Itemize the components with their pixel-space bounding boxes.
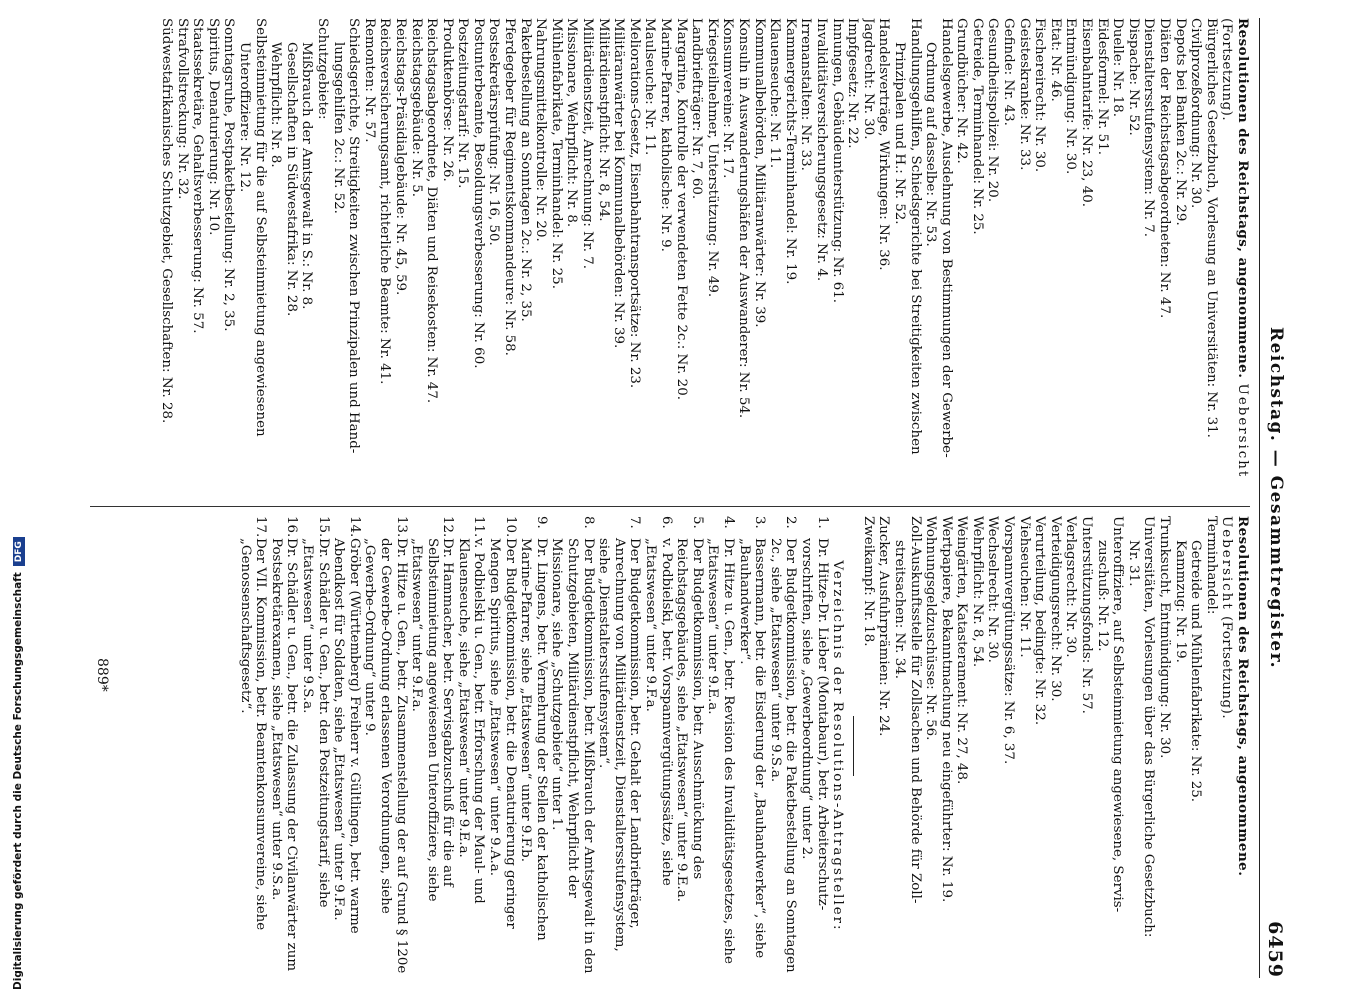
index-entry-2-line: Verlagsrecht: Nr. 30. xyxy=(1063,516,1079,658)
index-entry-2-line: Verteidigungsrecht: Nr. 30. xyxy=(1047,516,1063,702)
numbered-list-item xyxy=(596,516,643,976)
item-text: Der Budgetkommission, betr. die Denaturierung geringer Mengen Spiritus, siehe „Etatswesen“ unter 9.A.a. xyxy=(487,538,518,929)
section-heading-2 xyxy=(1219,516,1250,976)
index-entry-line: Gefinde: Nr. 43. xyxy=(1001,18,1017,126)
page-title: Reichstag. — Gesammtregister. xyxy=(1266,326,1286,670)
numbered-list-item xyxy=(767,516,798,976)
item-text: Der Budgetkommission, betr. Gehalt der Landbriefträger, Anrechnung von Militärdienstzeit, Dienstaltersstufensystem, siehe „Dienstaltersstufensystem“. xyxy=(596,538,643,952)
index-entry-2-line: streitsachen: Nr. 34. xyxy=(891,540,907,679)
index-entry-line: Depots bei Banken 2c.: Nr. 29. xyxy=(1172,18,1188,226)
item-text: Dr. Schädler u. Gen., betr. die Zulassung der Civilanwärter zum Postsekretärexamen, siehe „Etatswesen“ unter 9.S.a. xyxy=(268,538,300,972)
item-text: Dr. Hammacher, betr. Servisgabzuschuß für die auf Selbsteinmietung angewiesenen Unteroffiziere, siehe „Etatswesen“ unter 9.F.a. xyxy=(409,538,456,902)
item-number: 10. xyxy=(502,516,518,538)
digitization-caption-text: Digitalisierung gefördert durch die Deutsche Forschungsgemeinschaft xyxy=(12,572,24,990)
index-entry-line: Mißbrauch der Amtsgewalt in S.: Nr. 8. xyxy=(299,42,315,310)
index-entry-line: Reichstagsgebäude: Nr. 5. xyxy=(408,18,424,197)
index-entry-2-line: Wehrpflicht: Nr. 8, 54. xyxy=(969,516,985,668)
index-entry-line: Prinzipalen und H.: Nr. 52. xyxy=(891,42,907,225)
index-entry-line: Postzeitungstarif: Nr. 15. xyxy=(455,18,471,189)
index-entry-line: Reichstagsabgeordnete, Diäten und Reisekosten: Nr. 47. xyxy=(424,18,440,404)
index-entry-line: Klauenseuche: Nr. 11. xyxy=(767,18,783,169)
index-entry-line: Geisteskranke: Nr. 33. xyxy=(1016,18,1032,171)
numbered-list xyxy=(237,516,830,976)
numbered-list-item xyxy=(487,516,518,976)
index-entry-line: Invaliditätsversicherungsgesetz: Nr. 4. xyxy=(813,18,829,282)
index-entry-line: Konsuln in Auswanderungshäfen der Auswanderer: Nr. 54. xyxy=(736,18,751,419)
index-entry-2-line: Wechselrecht: Nr. 30. xyxy=(985,516,1001,663)
index-entry-line: Reichsversicherungsamt, richterliche Beamte: Nr. 41. xyxy=(377,18,393,385)
index-entry-2-line: Weingärten, Katasterament: Nr. 27, 48. xyxy=(954,516,970,785)
index-entry-line: Unteroffiziere: Nr. 12. xyxy=(237,42,252,193)
index-entry-line: Dispache: Nr. 52. xyxy=(1125,18,1141,136)
item-number: 15. xyxy=(315,516,331,538)
index-entry-line: Bürgerliches Gesetzbuch, Vorlesung an Universitäten: Nr. 31. xyxy=(1203,18,1219,438)
index-entry-line: Kommunalbehörden, Militäranwärter: Nr. 39. xyxy=(751,18,767,328)
index-entry-2-line: Verurteilung, bedingte: Nr. 32. xyxy=(1032,516,1048,726)
item-number: 6. xyxy=(658,516,674,529)
item-text: Dr. Hitze-Dr. Lieber (Montabaur), betr. Arbeiterschutz-vorschriften, siehe „Gewerbeordnung“ unter 2. xyxy=(798,538,830,911)
index-entry-line: Marine-Pfarrer, katholische: Nr. 9. xyxy=(658,18,674,252)
item-text: Dr. Schädler u. Gen., betr. den Postzeitungstarif, siehe „Etatswesen“ unter 9.S.a. xyxy=(299,538,331,908)
item-number: 5. xyxy=(689,516,705,529)
index-entry-2-line: Kammzug: Nr. 19. xyxy=(1172,540,1188,663)
item-number: 4. xyxy=(721,516,736,529)
index-entry-line: Entmündigung: Nr. 30. xyxy=(1063,18,1079,175)
item-number: 9. xyxy=(533,516,549,529)
index-entry-line: Handelsverträge, Wirkungen: Nr. 36. xyxy=(876,18,892,271)
index-entry-line: Spiritus, Denaturierung: Nr. 10. xyxy=(205,18,221,236)
index-entry-2-line: Terminhandel: xyxy=(1203,516,1219,615)
index-entry-line: Wehrpflicht: Nr. 8. xyxy=(268,42,284,168)
index-entry-2-line: Zucker, Ausfuhrprämien: Nr. 24. xyxy=(876,516,892,737)
index-entry-line: Schiedsgerichte, Streitigkeiten zwischen Prinzipalen und Hand- xyxy=(346,18,362,454)
numbered-list-item xyxy=(674,516,705,976)
numbered-list-item xyxy=(299,516,330,976)
index-entry-line: Eisenbahntarife: Nr. 23, 40. xyxy=(1079,18,1095,207)
item-number: 8. xyxy=(580,516,596,529)
index-entry-line: Jagdrecht: Nr. 30. xyxy=(860,18,876,140)
index-entry-line: Gesellschaften in Südwestafrika: Nr. 28. xyxy=(283,42,299,317)
page-footer-number: 889* xyxy=(94,658,110,692)
index-entry-line: Sonntagsruhe, Postpaketbestellung: Nr. 2, 35. xyxy=(221,18,237,332)
index-entry-line: Selbsteinmietung für die auf Selbsteinmietung angewiesenen xyxy=(252,18,268,437)
index-entry-line: Irrenanstalten: Nr. 33. xyxy=(798,18,814,171)
index-entry-line: Militäranwärter bei Kommunalbehörden: Nr. 39. xyxy=(611,18,627,349)
page-number-right: 6459 xyxy=(1264,921,1286,978)
item-text: v. Podbielski u. Gen., betr. Erforschung der Maul- und Klauenseuche, siehe „Etatswesen“ unter 9.E.a. xyxy=(455,538,487,904)
index-entry-line: Ordnung auf dasselbe: Nr. 53. xyxy=(923,42,939,247)
item-number: 7. xyxy=(627,516,643,529)
index-entry-line: Südwestafrikanisches Schutzgebiet, Gesellschaften: Nr. 28. xyxy=(159,18,175,424)
index-entry-line: Kammergerichts-Terminhandel: Nr. 19. xyxy=(782,18,798,285)
index-entry-line: Diäten der Reichstagsabgeordneten: Nr. 47. xyxy=(1157,18,1173,319)
index-entry-line: Civilprozeßordnung: Nr. 30. xyxy=(1188,18,1204,209)
index-entry-2-line: Trunksucht, Entmündigung: Nr. 30. xyxy=(1157,516,1173,759)
numbered-list-item xyxy=(268,516,299,976)
numbered-list-item xyxy=(362,516,409,976)
section-heading xyxy=(1219,18,1250,498)
item-number: 11. xyxy=(471,516,487,538)
item-text: Der Budgetkommission, betr. die Paketbestellung an Sonntagen 2c., siehe „Etatswesen“ unter 9.S.a. xyxy=(767,538,799,973)
item-text: Der Budgetkommission, betr. Mißbrauch der Amtsgewalt in den Schutzgebieten, Militärdienstpflicht, Wehrpflicht der Missionare, siehe „Schutzgebiete“ unter 1. xyxy=(549,538,596,974)
item-text: Der VII. Kommission, betr. Beamtenkonsumvereine, siehe „Genossenschaftsgesetz“. xyxy=(237,538,269,931)
section-heading-2-cont: (Fortsetzung). xyxy=(1219,615,1235,720)
index-entry-2-line: zuschuß: Nr. 12. xyxy=(1094,540,1110,652)
index-entry-line: Handelsgewerbe, Ausdehnung von Bestimmungen der Gewerbe- xyxy=(938,18,954,458)
numbered-list-item xyxy=(237,516,268,976)
section-heading-cont: (Fortsetzung). xyxy=(1219,18,1235,122)
index-entry-2-line: Universitäten, Vorlesungen über das Bürgerliche Gesetzbuch: xyxy=(1141,516,1157,938)
index-entry-line: Konsumvereine: Nr. 17. xyxy=(720,18,736,179)
index-entry-line: Militärdienstzeit, Anrechnung: Nr. 7. xyxy=(580,18,596,270)
numbered-list-item xyxy=(409,516,456,976)
index-list-first xyxy=(158,18,1218,498)
section-heading-2-bold: Resolutionen des Reichstags, angenommene. xyxy=(1235,516,1251,877)
index-entry-2-line: Nr. 31. xyxy=(1125,540,1141,587)
index-entry-2-line: Zweikampf: Nr. 18. xyxy=(860,516,876,647)
index-entry-2-line: Vorspannvergütungssätze: Nr. 6, 37. xyxy=(1001,516,1017,765)
item-number: 16. xyxy=(284,516,300,538)
index-entry-line: Postsekretärsprüfung: Nr. 16, 50. xyxy=(486,18,502,246)
index-entry-line: Mühlenfabrikate, Terminhandel: Nr. 25. xyxy=(548,18,564,289)
index-entry-line: Remonten: Nr. 57. xyxy=(361,18,377,143)
index-entry-line: Eidesformel: Nr. 51. xyxy=(1094,18,1110,155)
index-entry-line: Gesundheitspolizei: Nr. 20. xyxy=(985,18,1001,203)
index-entry-line: Paketbestellung an Sonntagen 2c.: Nr. 2, 35. xyxy=(517,18,533,322)
index-list-second xyxy=(860,516,1219,976)
index-entry-line: Strafvollstreckung: Nr. 32. xyxy=(174,18,190,200)
section-rule xyxy=(853,716,854,776)
index-entry-line: Innungen, Gebäudeunterstützung: Nr. 61. xyxy=(829,18,845,304)
item-number: 3. xyxy=(752,516,768,529)
section-heading-2-spaced: Uebersicht xyxy=(1219,516,1235,611)
item-number: 2. xyxy=(783,516,799,529)
index-entry-line: Dienstaltersstufensystem: Nr. 7. xyxy=(1141,18,1157,238)
column-second xyxy=(237,516,1250,976)
index-entry-line: Handlungsgehilfen, Schiedsgerichte bei Streitigkeiten zwischen xyxy=(907,18,923,455)
index-entry-line: Impfgesetz: Nr. 22. xyxy=(845,18,861,149)
index-entry-line: Grundbücher: Nr. 42. xyxy=(954,18,970,164)
page-header xyxy=(1259,18,1290,978)
numbered-list-item xyxy=(331,516,362,976)
column-first xyxy=(158,18,1250,498)
item-text: Der Budgetkommission, betr. Ausschmückung des Reichstagsgebäudes, siehe „Etatswesen“ unter 9.E.a. xyxy=(674,538,705,903)
rotated-page-content xyxy=(80,18,1290,978)
index-entry-line: Postunterbeamte, Besoldungsverbesserung: Nr. 60. xyxy=(470,18,486,369)
numbered-list-item xyxy=(455,516,486,976)
section-heading-spaced: Uebersicht xyxy=(1235,383,1250,479)
list-title: Verzeichnis der Resolutions-Antragsteller: xyxy=(830,560,846,932)
index-entry-2-line: Viehseuchen: Nr. 11. xyxy=(1016,516,1032,658)
item-text: Gröber (Württemberg) Freiherr v. Gültlingen, betr. warme Abendkost für Soldaten, siehe „Etatswesen“ unter 9.F.a. xyxy=(331,538,362,934)
index-entry-2-line: Zoll-Auskunftsstelle für Zollsachen und Behörde für Zoll- xyxy=(907,516,923,904)
index-entry-line: Militärdienstpflicht: Nr. 8, 54. xyxy=(595,18,611,222)
numbered-list-item xyxy=(642,516,673,976)
index-entry-line: Duelle: Nr. 18. xyxy=(1110,18,1126,117)
numbered-list-item xyxy=(705,516,736,976)
index-entry-line: lungsgehilfen 2c.: Nr. 52. xyxy=(330,42,346,214)
index-entry-2-line: Unteroffiziere, auf Selbsteinmietung angewiesene, Servis- xyxy=(1110,516,1126,913)
index-entry-line: Pferdegeber für Regimentskommandeure: Nr. 58. xyxy=(502,18,518,356)
index-entry-line: Getreide, Terminhandel: Nr. 25. xyxy=(969,18,985,235)
section-heading-bold: Resolutionen des Reichstags, angenommene. xyxy=(1235,18,1251,379)
numbered-list-item xyxy=(518,516,549,976)
index-entry-line: Reichstags-Präsidialgebäude: Nr. 45, 59. xyxy=(392,18,408,296)
index-entry-2-line: Wohnungsgeldzuschüsse: Nr. 56. xyxy=(923,516,939,741)
index-entry-line: Schutzgebiete: xyxy=(314,18,330,120)
item-text: Dr. Hitze u. Gen., betr. Revision des Invaliditätsgesetzes, siehe „Etatswesen“ unter 9.E.a. xyxy=(705,538,736,964)
item-text: Dr. Lingens, betr. Vermehrung der Stellen der katholischen Marine-Pfarrer, siehe „Etatswesen“ unter 9.F.b. xyxy=(518,538,549,941)
numbered-list-item xyxy=(736,516,767,976)
index-entry-2-line: Unterstützungsfonds: Nr. 57. xyxy=(1079,516,1095,714)
item-number: 12. xyxy=(440,516,456,538)
index-entry-line: Staatssekretäre, Gehaltsverbesserung: Nr. 57. xyxy=(190,18,206,334)
dfg-logo: DFG xyxy=(13,537,25,566)
index-entry-2-line: Wertpapiere, Bekanntmachung neu eingeführter: Nr. 19. xyxy=(938,516,954,903)
numbered-list-item xyxy=(549,516,596,976)
item-text: Bassermann, betr. die Eisderung der „Bauhandwerker“, siehe „Bauhandwerker“. xyxy=(736,538,768,959)
index-entry-line: Landbriefträger: Nr. 7, 60. xyxy=(689,18,705,200)
index-entry-line: Missionare, Wehrpflicht: Nr. 8. xyxy=(564,18,580,228)
item-text: Dr. Hitze u. Gen., betr. Zusammenstellung der auf Grund § 120e der Gewerbe-Ordnung erlassenen Verordnungen, siehe „Gewerbe-Ordnung“ unter 9. xyxy=(362,538,409,974)
index-entry-line: Nahrungsmittelkontrolle: Nr. 20. xyxy=(533,18,549,242)
index-entry-line: Margarine, Kontrolle der verwendeten Fette 2c.: Nr. 20. xyxy=(673,18,689,400)
item-number: 13. xyxy=(393,516,409,538)
index-entry-line: Etat: Nr. 46. xyxy=(1047,18,1063,102)
column-divider xyxy=(90,506,1250,507)
index-entry-line: Produktenbörse: Nr. 26. xyxy=(439,18,455,182)
item-number: 14. xyxy=(346,516,362,538)
item-number: 1. xyxy=(814,516,830,529)
numbered-list-item xyxy=(798,516,829,976)
index-entry-line: Fischereirecht: Nr. 30. xyxy=(1032,18,1048,173)
index-entry-2-line: Getreide und Mühlenfabrikate: Nr. 25. xyxy=(1188,540,1204,803)
index-entry-line: Meliorations-Gesetz, Eisenbahntransportsätze: Nr. 23. xyxy=(626,18,642,389)
digitization-caption xyxy=(12,537,25,990)
index-entry-line: Maulseuche: Nr. 11. xyxy=(642,18,658,156)
item-text: v. Podbielski, betr. Vorspannvergütungssätze, siehe „Etatswesen“ unter 9.F.a. xyxy=(643,538,674,886)
index-entry-line: Kriegsteilnehmer, Unterstützung: Nr. 49. xyxy=(704,18,720,298)
item-number: 17. xyxy=(253,516,269,538)
